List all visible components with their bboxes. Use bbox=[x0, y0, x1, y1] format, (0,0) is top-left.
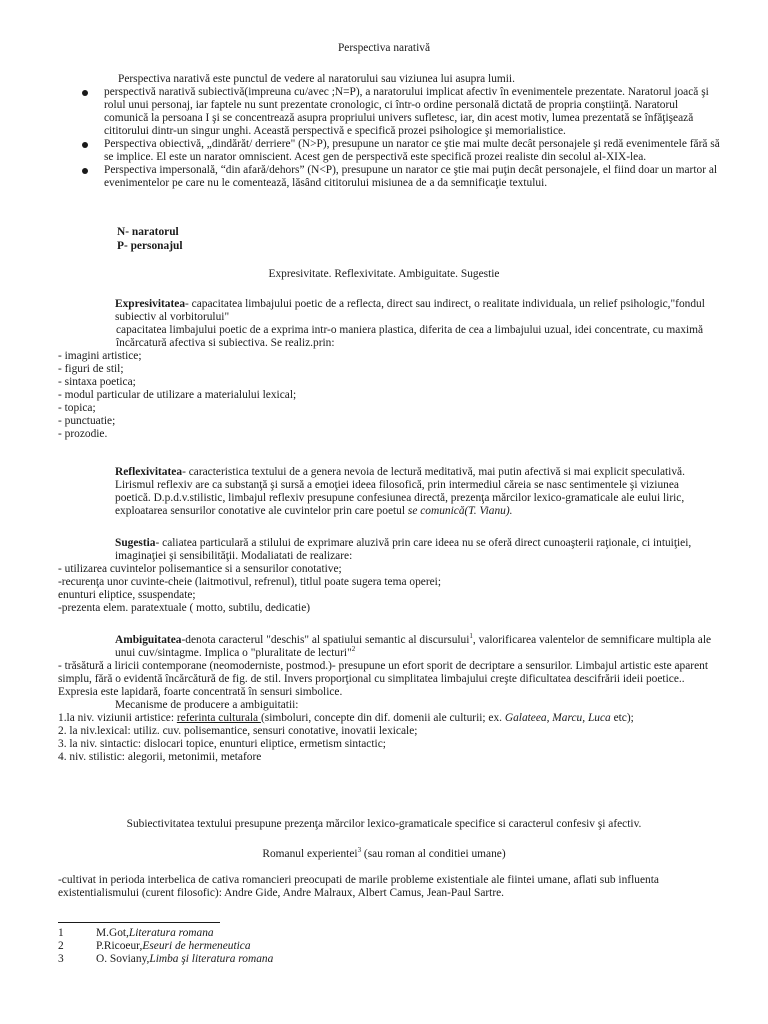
expresivitate-def2: capacitatea limbajului poetic de a exprima intr-o maniera plastica, diferita de cea a limbajului uzual, idei concentrate, cu maximă încărcatură afectiva si subiectiva. Se realiz.prin: bbox=[116, 324, 704, 349]
expr-item: - prozodie. bbox=[58, 428, 108, 440]
perspective-list bbox=[104, 86, 724, 190]
mechanism-item: 2. la niv.lexical: utiliz. cuv. polisemantice, sensuri conotative, inovatii lexicale; bbox=[58, 725, 418, 737]
footnote-divider bbox=[58, 922, 220, 923]
ambiguitate-section: Ambiguitatea-denota caracterul "deschis" al spatiului semantic al discursului$^1$, valorificarea valentelor de semnificare multipla ale unui cuv/sintagme. Implica o "pluralitate de lecturi"$^2$ - trăsătură a liricii contemporane (neomoderniste, postmod.)- presupune un efort sporit de decriptare a sensurilor. Limbajul artistic este aparent simplu, fără o evidentă încărcătură de fig. de stil. Invers proporţional cu simplitatea limbajului creşte dificultatea descifrării ideii poetice.. Expresia este lapidară, foarte concentrată în sensuri simbolice. Mecanisme de producere a ambiguitatii: 1.la niv. viziunii artistice: referinta culturala (simboluri, concepte din dif. domenii ale culturii; ex. Galateea, Marcu, Luca etc); 2. la niv.lexical: utiliz. cuv. polisemantice, sensuri conotative, inovatii lexicale; 3. la niv. sintactic: dislocari topice, enunturi eliptice, ermetism sintactic; 4. niv. stilistic: alegorii, metonimii, metafore bbox=[58, 632, 712, 763]
expr-item: - topica; bbox=[58, 402, 96, 414]
expr-item: - sintaxa poetica; bbox=[58, 376, 136, 388]
mechanism-item: 4. niv. stilistic: alegorii, metonimii, metafore bbox=[58, 751, 262, 763]
bullet-icon bbox=[82, 168, 88, 174]
term-reflexivitate: Reflexivitatea bbox=[115, 466, 183, 478]
expresivitate-def: Expresivitatea- capacitatea limbajului poetic de a reflecta, direct sau indirect, o realitate individuala, un relief psihologic,"fondul subiectiv al vorbitorului" bbox=[115, 298, 705, 323]
expr-item: - punctuatie; bbox=[58, 415, 116, 427]
expresivitate-section bbox=[58, 298, 713, 441]
footnote-ref[interactable]: 3 bbox=[357, 846, 362, 855]
footnote-ref[interactable]: 2 bbox=[351, 645, 356, 654]
legend-character: P- personajul bbox=[117, 240, 183, 252]
footnote: 1 M.Got, Literatura romana bbox=[58, 927, 214, 939]
list-item: Perspectiva impersonală, “din afară/dehors” (N<P), presupune un narator ce ştie mai puţin decât personajele, el fiind doar un martor al evenimentelor pe care nu le comentează, lăsând cititorului misiunea de a da semnificaţie textului. bbox=[104, 164, 724, 190]
mechanism-item: 1.la niv. viziunii artistice: referinta culturala (simboluri, concepte din dif. domenii ale culturii; ex. Galateea, Marcu, Luca etc); bbox=[58, 712, 634, 724]
sugestie-section: Sugestia- caliatea particulară a stilului de exprimare aluzivă prin care ideea nu se oferă direct cunoaşterii raţionale, ci intuiţiei, imaginaţiei şi sensibilităţii. Modaliatati de realizare: - utilizarea cuvintelor polisemantice si a sensurilor conotative; -recurenţa unor cuvinte-cheie (laitmotivul, refrenul), titlul poate sugera tema operei; enunturi eliptice, ssuspendate; -prezenta elem. paratextuale ( motto, subtilu, dedicatie) bbox=[58, 537, 713, 615]
sug-item: -recurenţa unor cuvinte-cheie (laitmotivul, refrenul), titlul poate sugera tema operei; bbox=[58, 576, 442, 588]
term-expresivitate: Expresivitatea bbox=[115, 298, 186, 310]
legend-narrator: N- naratorul bbox=[117, 226, 179, 238]
footnote: 3 O. Soviany, Limba şi literatura romana bbox=[58, 953, 274, 965]
term-ambiguitatea: Ambiguitatea bbox=[115, 634, 182, 646]
section-title: Expresivitate. Reflexivitate. Ambiguitate. Sugestie bbox=[268, 268, 500, 280]
intro-paragraph: Perspectiva narativă este punctul de vedere al naratorului sau viziunea lui asupra lumii. bbox=[118, 73, 515, 85]
mechanism-item: 3. la niv. sintactic: dislocari topice, enunturi eliptice, ermetism sintactic; bbox=[58, 738, 386, 750]
footnote-ref[interactable]: 1 bbox=[469, 632, 473, 641]
roman-paragraph: -cultivat in perioda interbelica de cativa romancieri preocupati de marile probleme existentiale ale fiintei umane, aflati sub influenta existentialismului (curent filosofic): Andre Gide, Andre Malraux, Albert Camus, Jean-Paul Sartre. bbox=[58, 874, 659, 899]
subiectivitate-line: Subiectivitatea textului presupune prezenţa mărcilor lexico-gramaticale specifice si caracterul confesiv şi afectiv. bbox=[126, 818, 642, 830]
expr-item: - figuri de stil; bbox=[58, 363, 124, 375]
sug-item: - utilizarea cuvintelor polisemantice si a sensurilor conotative; bbox=[58, 563, 342, 575]
list-item: perspectivă narativă subiectivă(impreuna cu/avec ;N=P), a naratorului implicat afectiv în evenimentele prezentate. Naratorul joacă şi rolul unui personaj, iar faptele nu sunt prezentate cronologic, ci într-o ordine personală dictată de propria conştiinţă. Naratorul comunică la persoana I şi se concentrează asupra propriului univers sufletesc, iar, din acest motiv, lumea prezentată se înfăţişează cititorului dintr-un singur unghi. Această perspectivă e specifică prozei psihologice şi memorialistice. bbox=[104, 86, 724, 138]
expr-item: - imagini artistice; bbox=[58, 350, 142, 362]
roman-title: Romanul experientei$^3$ (sau roman al conditiei umane) bbox=[262, 846, 506, 860]
term-sugestia: Sugestia bbox=[115, 537, 156, 549]
reflexivitate-section: Reflexivitatea- caracteristica textului de a genera nevoia de lectură meditativă, mai putin afectivă si mai explicit speculativă. Lirismul reflexiv are ca substanţă şi sursă a emoţiei ideea filosofică, prin intermediul căreia se nasc sentimentele şi viziunea poetică. D.p.d.v.stilistic, limbajul reflexiv presupune confesiunea directă, prezenţa mărcilor lexico-gramaticale ale eului liric, exploatarea sensurilor conotative ale cuvintelor prin care poetul se comunică(T. Vianu). bbox=[115, 466, 685, 517]
page-title: Perspectiva narativă bbox=[337, 42, 431, 54]
footnotes bbox=[58, 927, 458, 966]
expr-item: - modul particular de utilizare a materialului lexical; bbox=[58, 389, 297, 401]
sug-item: -prezenta elem. paratextuale ( motto, subtilu, dedicatie) bbox=[58, 602, 311, 614]
sug-item: enunturi eliptice, ssuspendate; bbox=[58, 589, 196, 601]
bullet-icon bbox=[82, 90, 88, 96]
footnote: 2 P.Ricoeur, Eseuri de hermeneutica bbox=[58, 940, 251, 952]
list-item: Perspectiva obiectivă, „dindărăt/ derriere" (N>P), presupune un narator ce ştie mai multe decât personajele şi redă evenimentele fără să se implice. El este un narator omniscient. Acest gen de perspectivă este specifică prozei realiste din secolul al-XIX-lea. bbox=[104, 138, 724, 164]
bullet-icon bbox=[82, 142, 88, 148]
